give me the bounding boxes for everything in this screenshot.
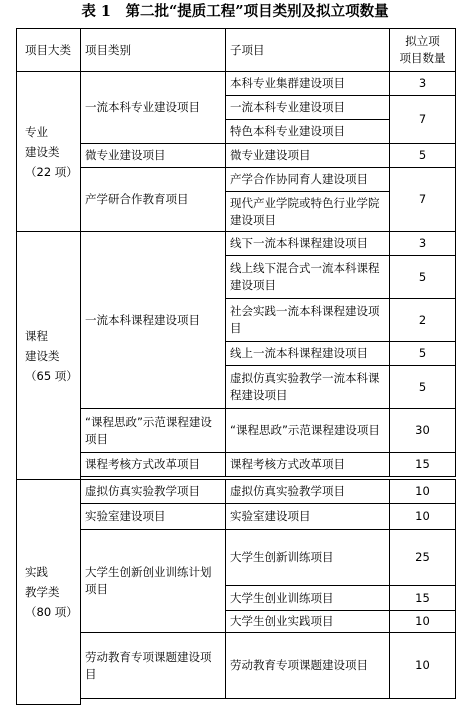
group-name-line2: 建设类 bbox=[25, 348, 60, 363]
group-name-line1: 实践 bbox=[25, 565, 48, 579]
sub-cell: 虚拟仿真实验教学项目 bbox=[226, 480, 390, 504]
table-row bbox=[17, 699, 456, 705]
count-cell: 5 bbox=[390, 366, 456, 409]
group-name-line3: （22 项） bbox=[25, 164, 78, 179]
sub-cell: 微专业建设项目 bbox=[226, 144, 390, 168]
table-row bbox=[17, 453, 456, 477]
sub-cell: 虚拟仿真实验教学一流本科课程建设项目 bbox=[226, 366, 390, 409]
count-cell: 5 bbox=[390, 144, 456, 168]
count-cell: 7 bbox=[390, 168, 456, 232]
type-cell: 大学生创新创业训练计划项目 bbox=[81, 530, 226, 633]
group-name-line3: （80 项） bbox=[25, 605, 78, 619]
group-cell bbox=[17, 72, 81, 232]
type-cell: 课程考核方式改革项目 bbox=[81, 453, 226, 477]
table-row bbox=[17, 480, 456, 504]
sub-cell: 产学合作协同育人建设项目 bbox=[226, 168, 390, 192]
count-cell: 10 bbox=[390, 504, 456, 530]
count-cell: 25 bbox=[390, 530, 456, 586]
type-cell: 一流本科专业建设项目 bbox=[81, 72, 226, 144]
count-cell: 15 bbox=[390, 586, 456, 611]
type-cell: 微专业建设项目 bbox=[81, 144, 226, 168]
table-row bbox=[17, 72, 456, 96]
table-row bbox=[17, 168, 456, 192]
count-cell: 7 bbox=[390, 96, 456, 144]
group-name-line3: （65 项） bbox=[25, 368, 78, 383]
count-cell: 10 bbox=[390, 611, 456, 633]
count-cell: 10 bbox=[390, 480, 456, 504]
sub-cell: 一流本科专业建设项目 bbox=[226, 96, 390, 120]
sub-cell: 本科专业集群建设项目 bbox=[226, 72, 390, 96]
header-count-line1: 拟立项 bbox=[405, 34, 440, 48]
type-cell: 虚拟仿真实验教学项目 bbox=[81, 480, 226, 504]
sub-cell: 线下一流本科课程建设项目 bbox=[226, 232, 390, 256]
group-name-line2: 建设类 bbox=[25, 144, 60, 159]
type-cell: 实验室建设项目 bbox=[81, 504, 226, 530]
sub-cell: 实验室建设项目 bbox=[226, 504, 390, 530]
type-cell: 一流本科课程建设项目 bbox=[81, 232, 226, 409]
project-table bbox=[16, 28, 456, 705]
count-cell: 10 bbox=[390, 633, 456, 699]
table-title: 表 1 第二批“提质工程”项目类别及拟立项数量 bbox=[81, 3, 389, 20]
type-cell: “课程思政”示范课程建设项目 bbox=[81, 409, 226, 453]
count-cell: 15 bbox=[390, 453, 456, 477]
sub-cell: 劳动教育专项课题建设项目 bbox=[226, 633, 390, 699]
count-cell: 3 bbox=[390, 72, 456, 96]
count-cell: 3 bbox=[390, 232, 456, 256]
table-row bbox=[17, 530, 456, 586]
count-cell: 2 bbox=[390, 299, 456, 342]
sub-cell: 线上一流本科课程建设项目 bbox=[226, 342, 390, 366]
type-cell: 产学研合作教育项目 bbox=[81, 168, 226, 232]
header-category: 项目大类 bbox=[17, 29, 81, 72]
count-cell: 30 bbox=[390, 409, 456, 453]
sub-cell: 课程考核方式改革项目 bbox=[226, 453, 390, 477]
table-row bbox=[17, 504, 456, 530]
sub-cell: “课程思政”示范课程建设项目 bbox=[226, 409, 390, 453]
group-name-line1: 课程 bbox=[25, 328, 48, 343]
type-cell: 劳动教育专项课题建设项目 bbox=[81, 633, 226, 699]
sub-cell: 现代产业学院或特色行业学院建设项目 bbox=[226, 192, 390, 232]
group-name-line1: 专业 bbox=[25, 124, 48, 139]
header-count bbox=[390, 29, 456, 72]
sub-cell: 大学生创业训练项目 bbox=[226, 586, 390, 611]
count-cell: 5 bbox=[390, 342, 456, 366]
group-name-line2: 教学类 bbox=[25, 585, 60, 599]
sub-cell: 大学生创新训练项目 bbox=[226, 530, 390, 586]
header-sub: 子项目 bbox=[226, 29, 390, 72]
table-row bbox=[17, 144, 456, 168]
group-cell bbox=[17, 232, 81, 480]
table-row bbox=[17, 409, 456, 453]
sub-cell: 特色本科专业建设项目 bbox=[226, 120, 390, 144]
count-cell: 5 bbox=[390, 256, 456, 299]
table-row bbox=[17, 232, 456, 256]
table-row bbox=[17, 633, 456, 699]
sub-cell: 社会实践一流本科课程建设项目 bbox=[226, 299, 390, 342]
header-type: 项目类别 bbox=[81, 29, 226, 72]
header-row bbox=[17, 29, 456, 72]
sub-cell: 大学生创业实践项目 bbox=[226, 611, 390, 633]
group-cell bbox=[17, 480, 81, 705]
sub-cell: 线上线下混合式一流本科课程建设项目 bbox=[226, 256, 390, 299]
header-count-line2: 项目数量 bbox=[399, 51, 446, 65]
